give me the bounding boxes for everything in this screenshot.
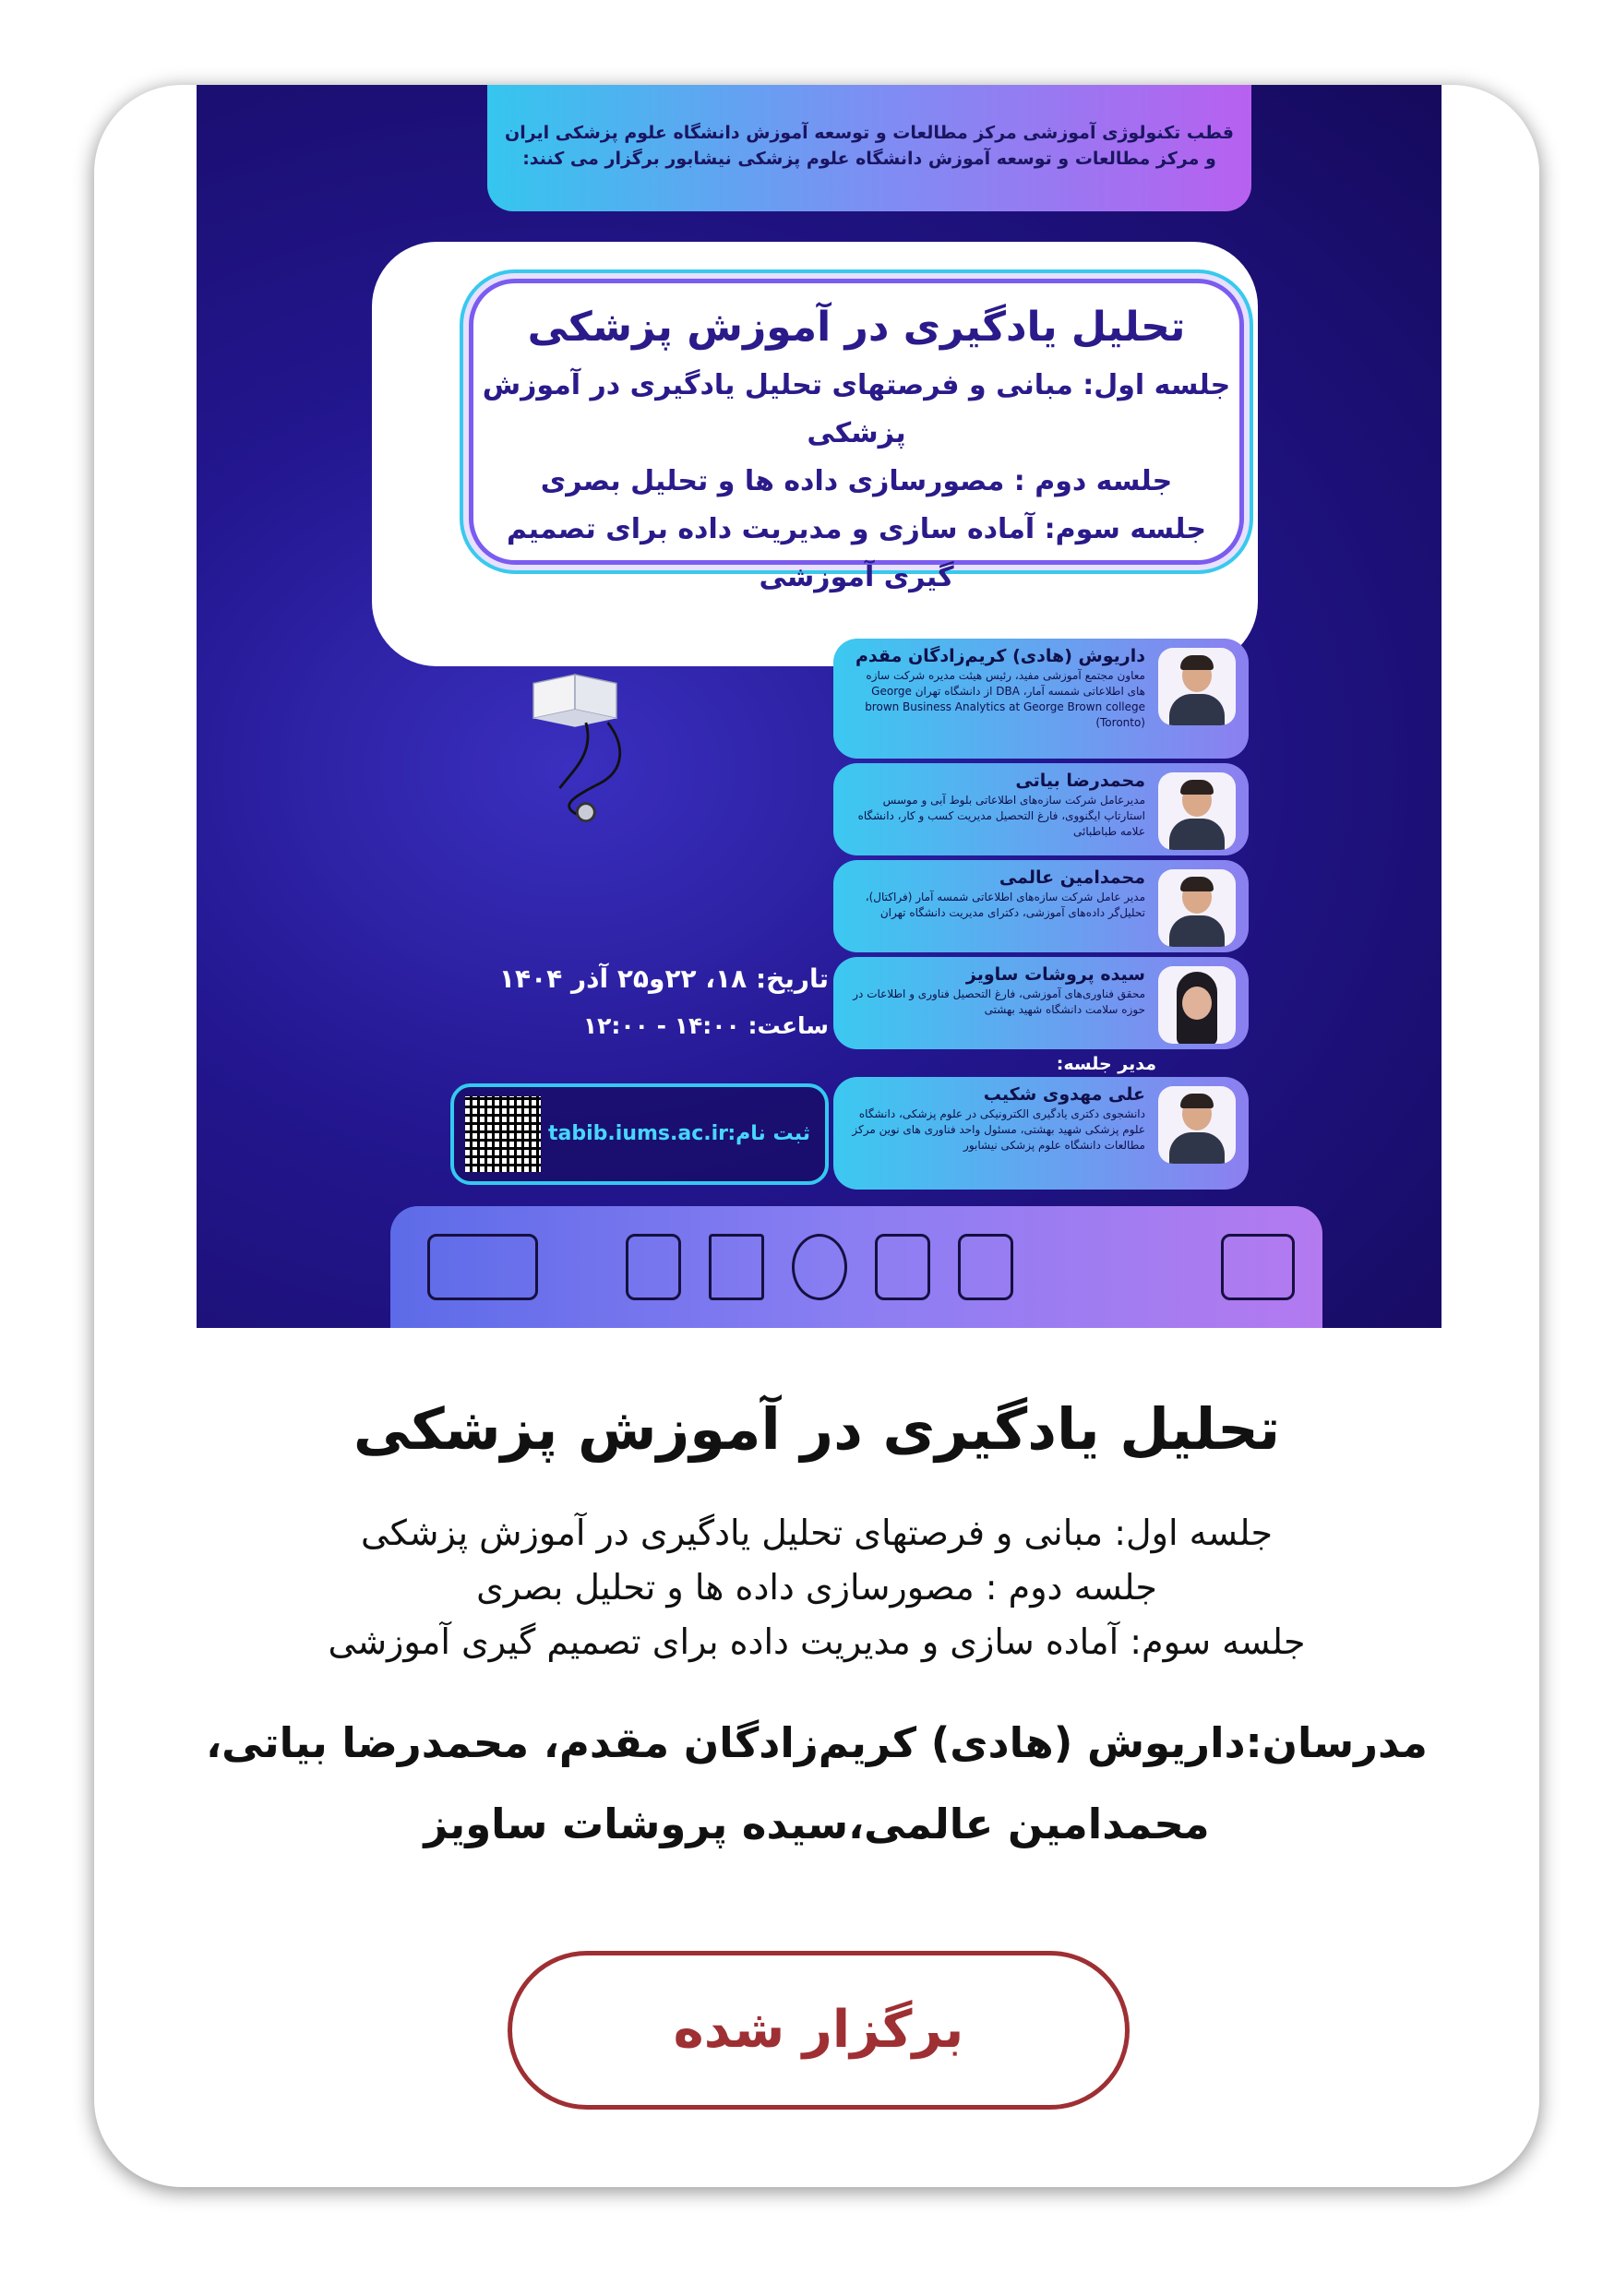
avatar <box>1158 966 1236 1044</box>
poster-moderator-label: مدیر جلسه: <box>1056 1054 1156 1074</box>
teacher-description: معاون مجتمع آموزشی مفید، رئیس هیئت مدیره شرکت سازه های اطلاعاتی شمسه آمار، DBA از دانشگاه تهران George brown Business Analytics at George Brown college (Toronto) <box>865 669 1145 729</box>
logo-icon <box>792 1234 847 1300</box>
teacher-description: مدیرعامل شرکت سازه‌های اطلاعاتی بلوط آبی و موسس استارتاپ ایگنووی، فارغ التحصیل مدیریت کسب و کار، دانشگاه علامه طباطبائی <box>857 794 1145 838</box>
poster-teachers-label: مدرسان: <box>1079 614 1156 634</box>
poster-session-2: جلسه دوم : مصورسازی داده ها و تحلیل بصری <box>540 465 1173 497</box>
session-item: جلسه دوم : مصورسازی داده ها و تحلیل بصری <box>476 1567 1157 1608</box>
session-list <box>94 1506 1539 1669</box>
poster-title: تحلیل یادگیری در آموزش پزشکی <box>527 304 1186 351</box>
poster-header-line2: و مرکز مطالعات و توسعه آموزش دانشگاه علوم پزشکی نیشابور برگزار می کنند: <box>522 149 1216 169</box>
event-card <box>94 85 1539 2187</box>
poster-time: ساعت: ۱۴:۰۰ - ۱۲:۰۰ <box>582 1012 829 1039</box>
poster-title-box <box>469 279 1244 593</box>
poster-session-1: جلسه اول: مبانی و فرصتهای تحلیل یادگیری در آموزش پزشکی <box>482 369 1231 449</box>
logo-icon <box>1221 1234 1295 1300</box>
teacher-card <box>833 639 1249 759</box>
moderator-name: علی مهدوی شکیب <box>983 1084 1145 1105</box>
avatar <box>1158 1086 1236 1164</box>
session-item: جلسه اول: مبانی و فرصتهای تحلیل یادگیری در آموزش پزشکی <box>361 1513 1273 1553</box>
teachers-list <box>150 1703 1484 1865</box>
registration-box <box>450 1083 829 1185</box>
moderator-card <box>833 1077 1249 1190</box>
event-title: تحلیل یادگیری در آموزش پزشکی <box>353 1395 1281 1463</box>
event-poster-image[interactable] <box>197 85 1442 1328</box>
teacher-card <box>833 957 1249 1049</box>
logo-icon <box>626 1234 681 1300</box>
book-stethoscope-icon <box>460 657 690 823</box>
registration-label: ثبت نام: <box>727 1122 810 1145</box>
session-item: جلسه سوم: آماده سازی و مدیریت داده برای تصمیم گیری آموزشی <box>328 1621 1306 1662</box>
registration-url[interactable]: tabib.iums.ac.ir <box>548 1122 728 1145</box>
teacher-name: سیده پروشات ساویز <box>965 964 1145 985</box>
teacher-name: محمدامین عالمی <box>999 867 1145 888</box>
held-status-button[interactable]: برگزار شده <box>508 1951 1130 2110</box>
moderator-description: دانشجوی دکتری یادگیری الکترونیکی در علوم پزشکی، دانشگاه علوم پزشکی شهید بهشتی، مسئول واحد فناوری های نوین مرکز مطالعات دانشگاه علوم پزشکی نیشابور <box>852 1107 1145 1152</box>
teacher-description: مدیر عامل شرکت سازه‌های اطلاعاتی شمسه آمار (فراکتال)، تحلیل‌گر داده‌های آموزشی، دکترای مدیریت دانشگاه تهران <box>865 891 1145 919</box>
teachers-line-1: مدرسان:داریوش (هادی) کریم‌زادگان مقدم، محمدرضا بیاتی، <box>206 1718 1428 1767</box>
poster-header <box>487 85 1251 211</box>
teachers-line-2: محمدامین عالمی،سیده پروشات ساویز <box>424 1800 1210 1848</box>
teacher-card <box>833 860 1249 952</box>
logo-icon <box>427 1234 538 1300</box>
avatar <box>1158 772 1236 850</box>
logo-icon <box>958 1234 1013 1300</box>
teacher-name: محمدرضا بیاتی <box>1015 771 1145 791</box>
teacher-name: داریوش (هادی) کریم‌زادگان مقدم <box>855 646 1145 666</box>
poster-session-3: جلسه سوم: آماده سازی و مدیریت داده برای تصمیم گیری آموزشی <box>507 513 1206 593</box>
poster-date: تاریخ: ۱۸، ۲۲و۲۵ آذر ۱۴۰۴ <box>498 963 829 994</box>
avatar <box>1158 648 1236 725</box>
avatar <box>1158 869 1236 947</box>
teacher-card <box>833 763 1249 855</box>
teacher-description: محقق فناوری‌های آموزشی، فارغ التحصیل فناوری و اطلاعات در حوزه سلامت دانشگاه شهید بهشتی <box>853 987 1145 1016</box>
qr-code-icon <box>465 1096 541 1172</box>
logo-icon <box>875 1234 930 1300</box>
sponsor-logos <box>390 1206 1322 1328</box>
logo-icon <box>709 1234 764 1300</box>
poster-header-line1: قطب تکنولوژی آموزشی مرکز مطالعات و توسعه آموزش دانشگاه علوم پزشکی ایران <box>505 123 1234 143</box>
